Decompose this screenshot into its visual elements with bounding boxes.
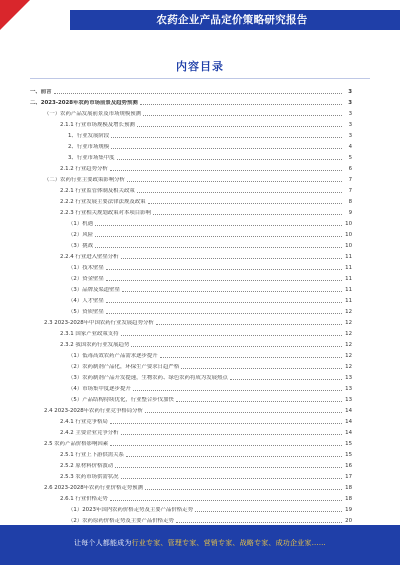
toc-entry-label: 2.2.4 行业进入壁垒分析 [60,254,119,260]
toc-entry-page: 3 [348,133,352,139]
footer-prefix: 让每个人都能成为 [73,539,132,547]
toc-entry-page: 10 [345,243,352,249]
toc-entry-label: 2.4.2 主要企业竞争分析 [60,430,119,436]
toc-entry-label: 二、2023-2028年农药市场前景及趋势预测 [30,100,138,106]
toc-entry[interactable] [30,194,352,205]
toc-dot-leader [153,214,342,215]
toc-entry-page: 14 [345,408,352,414]
toc-entry-label: （一）农药产品发展前景及市场规模预测 [44,111,142,117]
toc-entry-label: 2.5 农药产品价格影响因素 [44,441,109,447]
toc-entry-page: 11 [345,276,352,282]
toc-entry-page: 15 [345,441,352,447]
toc-entry[interactable] [30,249,352,260]
toc-dot-leader [126,456,342,457]
report-title: 农药企业产品定价策略研究报告 [156,14,308,26]
toc-dot-leader [145,489,342,490]
toc-entry[interactable] [30,326,352,337]
toc-dot-leader [121,258,342,259]
toc-dot-leader [54,93,342,94]
toc-dot-leader [176,522,342,523]
toc-entry-label: （二）农药行业主要政策影响分析 [44,177,125,183]
toc-dot-leader [110,423,342,424]
toc-entry-page: 14 [345,430,352,436]
toc-dot-leader [111,137,342,138]
footer-banner [0,525,400,565]
toc-entry-label: 一、前言 [30,89,52,95]
toc-entry[interactable] [30,139,352,150]
toc-entry[interactable] [30,359,352,370]
toc-entry-label: （5）资质壁垒 [68,309,104,315]
toc-entry[interactable] [30,293,352,304]
toc-entry[interactable] [30,337,352,348]
toc-entry[interactable] [30,271,352,282]
toc-entry-page: 6 [348,166,352,172]
toc-dot-leader [95,225,342,226]
toc-entry[interactable] [30,436,352,447]
toc-entry[interactable] [30,458,352,469]
toc-dot-leader [111,148,342,149]
toc-entry-label: 2.5.3 农药市场供需状况 [60,474,119,480]
toc-entry[interactable] [30,392,352,403]
toc-entry-label: 1、行业发展阶段 [68,133,110,139]
toc-entry-page: 12 [345,342,352,348]
toc-entry[interactable] [30,282,352,293]
toc-dot-leader [115,467,342,468]
toc-entry-page: 18 [345,485,352,491]
toc-dot-leader [145,412,342,413]
toc-entry-page: 16 [345,463,352,469]
toc-entry[interactable] [30,216,352,227]
toc-entry-label: 2.1.2 行业趋势分析 [60,166,108,172]
toc-dot-leader [106,313,342,314]
toc-entry-label: 2.5.2 原材料价格波动 [60,463,114,469]
toc-entry-page: 3 [348,111,352,117]
toc-entry-page: 11 [345,287,352,293]
toc-entry[interactable] [30,172,352,183]
toc-entry-page: 9 [348,210,352,216]
toc-entry[interactable] [30,117,352,128]
toc-entry-label: 2.2.1 行业监管体制及相关政策 [60,188,135,194]
toc-dot-leader [140,104,342,105]
toc-entry-page: 7 [348,177,352,183]
toc-entry-label: 2.1.1 行业市场规模及增长预测 [60,122,135,128]
toc-entry[interactable] [30,403,352,414]
toc-dot-leader [230,379,342,380]
toc-entry-label: （2）资金壁垒 [68,276,104,282]
header-banner [0,0,400,38]
toc-entry[interactable] [30,95,352,106]
toc-entry[interactable] [30,447,352,458]
toc-entry-label: 2.5.1 行业上下游供需关系 [60,452,124,458]
toc-entry[interactable] [30,260,352,271]
toc-entry[interactable] [30,304,352,315]
toc-entry-page: 12 [345,364,352,370]
toc-entry-page: 18 [345,496,352,502]
toc-entry-label: （3）品牌及渠道壁垒 [68,287,120,293]
toc-entry-label: （2）农药原药价格走势及主要产品价格走势 [68,518,174,524]
toc-entry-label: 2.6.1 行业价格走势 [60,496,108,502]
toc-dot-leader [121,335,342,336]
toc-entry-label: （3）农药制剂产品开发提速，生物农药、绿色农药将成为发展热点 [68,375,228,381]
toc-entry-label: 3、行业市场集中度 [68,155,115,161]
toc-entry-page: 4 [348,144,352,150]
toc-divider [30,78,370,79]
toc-entry-page: 11 [345,254,352,260]
toc-entry-page: 13 [345,375,352,381]
toc-entry-page: 5 [348,155,352,161]
toc-entry-label: （4）人才壁垒 [68,298,104,304]
toc-dot-leader [117,159,342,160]
toc-dot-leader [110,170,342,171]
toc-dot-leader [106,280,342,281]
toc-dot-leader [95,236,342,237]
toc-entry-label: （5）产品结构持续优化，行业整合步伐加快 [68,397,174,403]
toc-entry-label: （1）机遇 [68,221,93,227]
toc-entry[interactable] [30,238,352,249]
toc-entry-page: 12 [345,309,352,315]
toc-entry-label: （1）2023年国内农药价格走势及主要产品价格走势 [68,507,193,513]
toc-entry-label: （1）低毒高效农药产品需求逐步提升 [68,353,158,359]
toc-dot-leader [110,500,342,501]
toc-entry-label: 2.2.2 行业发展主要法律法规及政策 [60,199,146,205]
footer-highlight: 行业专家、管理专家、营销专家、战略专家、成功企业家…… [131,539,326,547]
toc-dot-leader [160,357,342,358]
toc-entry[interactable] [30,491,352,502]
toc-entry-label: 2.3 2023-2028年中国农药行业发展趋势分析 [44,320,154,326]
toc-entry-label: 2.6 2023-2028年农药行业价格走势预测 [44,485,143,491]
toc-entry[interactable] [30,480,352,491]
toc-dot-leader [106,302,342,303]
toc-dot-leader [127,181,342,182]
toc-entry[interactable] [30,414,352,425]
toc-dot-leader [137,126,342,127]
toc-entry[interactable] [30,183,352,194]
toc-dot-leader [148,203,342,204]
toc-entry-page: 3 [348,122,352,128]
toc-entry[interactable] [30,348,352,359]
table-of-contents [30,84,352,524]
toc-entry[interactable] [30,84,352,95]
toc-entry[interactable] [30,315,352,326]
toc-entry[interactable] [30,106,352,117]
toc-heading: 内容目录 [176,60,224,73]
toc-entry-label: 2.3.1 国家产业政策支持 [60,331,119,337]
toc-entry-label: （4）市场集中度逐步提升 [68,386,131,392]
toc-entry-label: （1）技术壁垒 [68,265,104,271]
toc-entry-page: 13 [345,397,352,403]
toc-dot-leader [181,368,342,369]
toc-dot-leader [95,247,342,248]
toc-entry[interactable] [30,370,352,381]
toc-entry-page: 11 [345,265,352,271]
toc-entry[interactable] [30,502,352,513]
toc-entry-page: 8 [348,199,352,205]
toc-entry-page: 10 [345,221,352,227]
toc-entry[interactable] [30,205,352,216]
toc-dot-leader [137,192,342,193]
toc-entry-page: 12 [345,320,352,326]
toc-entry[interactable] [30,513,352,524]
toc-entry-page: 11 [345,298,352,304]
toc-entry-page: 14 [345,419,352,425]
header-red-triangle [0,0,30,30]
toc-entry-label: 2.4 2023-2028年农药行业竞争格局分析 [44,408,143,414]
toc-entry-label: （2）风险 [68,232,93,238]
toc-dot-leader [121,434,342,435]
toc-entry-page: 7 [348,188,352,194]
toc-entry-label: 2.4.1 行业竞争格局 [60,419,108,425]
toc-entry-label: 2、行业市场规模 [68,144,110,150]
toc-dot-leader [195,511,342,512]
toc-entry-label: 2.2.3 行业相关规划政策对本项目影响 [60,210,151,216]
toc-entry[interactable] [30,227,352,238]
toc-entry-page: 13 [345,386,352,392]
toc-entry-label: 2.3.2 我国农药行业发展趋势 [60,342,130,348]
toc-entry[interactable] [30,128,352,139]
toc-entry-page: 12 [345,331,352,337]
toc-dot-leader [143,115,342,116]
toc-entry-page: 19 [345,507,352,513]
toc-entry[interactable] [30,469,352,480]
toc-entry-page: 3 [348,100,352,106]
footer-slogan [0,538,400,548]
toc-dot-leader [131,346,342,347]
toc-dot-leader [176,401,342,402]
toc-entry-label: （2）农药制剂产品化，环保生产要求日趋严格 [68,364,180,370]
toc-entry-page: 17 [345,474,352,480]
toc-dot-leader [122,291,342,292]
toc-entry-page: 20 [345,518,352,524]
toc-dot-leader [110,445,342,446]
toc-dot-leader [156,324,342,325]
toc-entry-label: （3）挑战 [68,243,93,249]
toc-entry-page: 3 [348,89,352,95]
toc-entry[interactable] [30,150,352,161]
toc-entry-page: 15 [345,452,352,458]
toc-entry[interactable] [30,381,352,392]
toc-entry[interactable] [30,161,352,172]
toc-entry[interactable] [30,425,352,436]
toc-entry-page: 12 [345,353,352,359]
toc-dot-leader [133,390,342,391]
toc-dot-leader [121,478,342,479]
toc-dot-leader [106,269,342,270]
toc-entry-page: 10 [345,232,352,238]
